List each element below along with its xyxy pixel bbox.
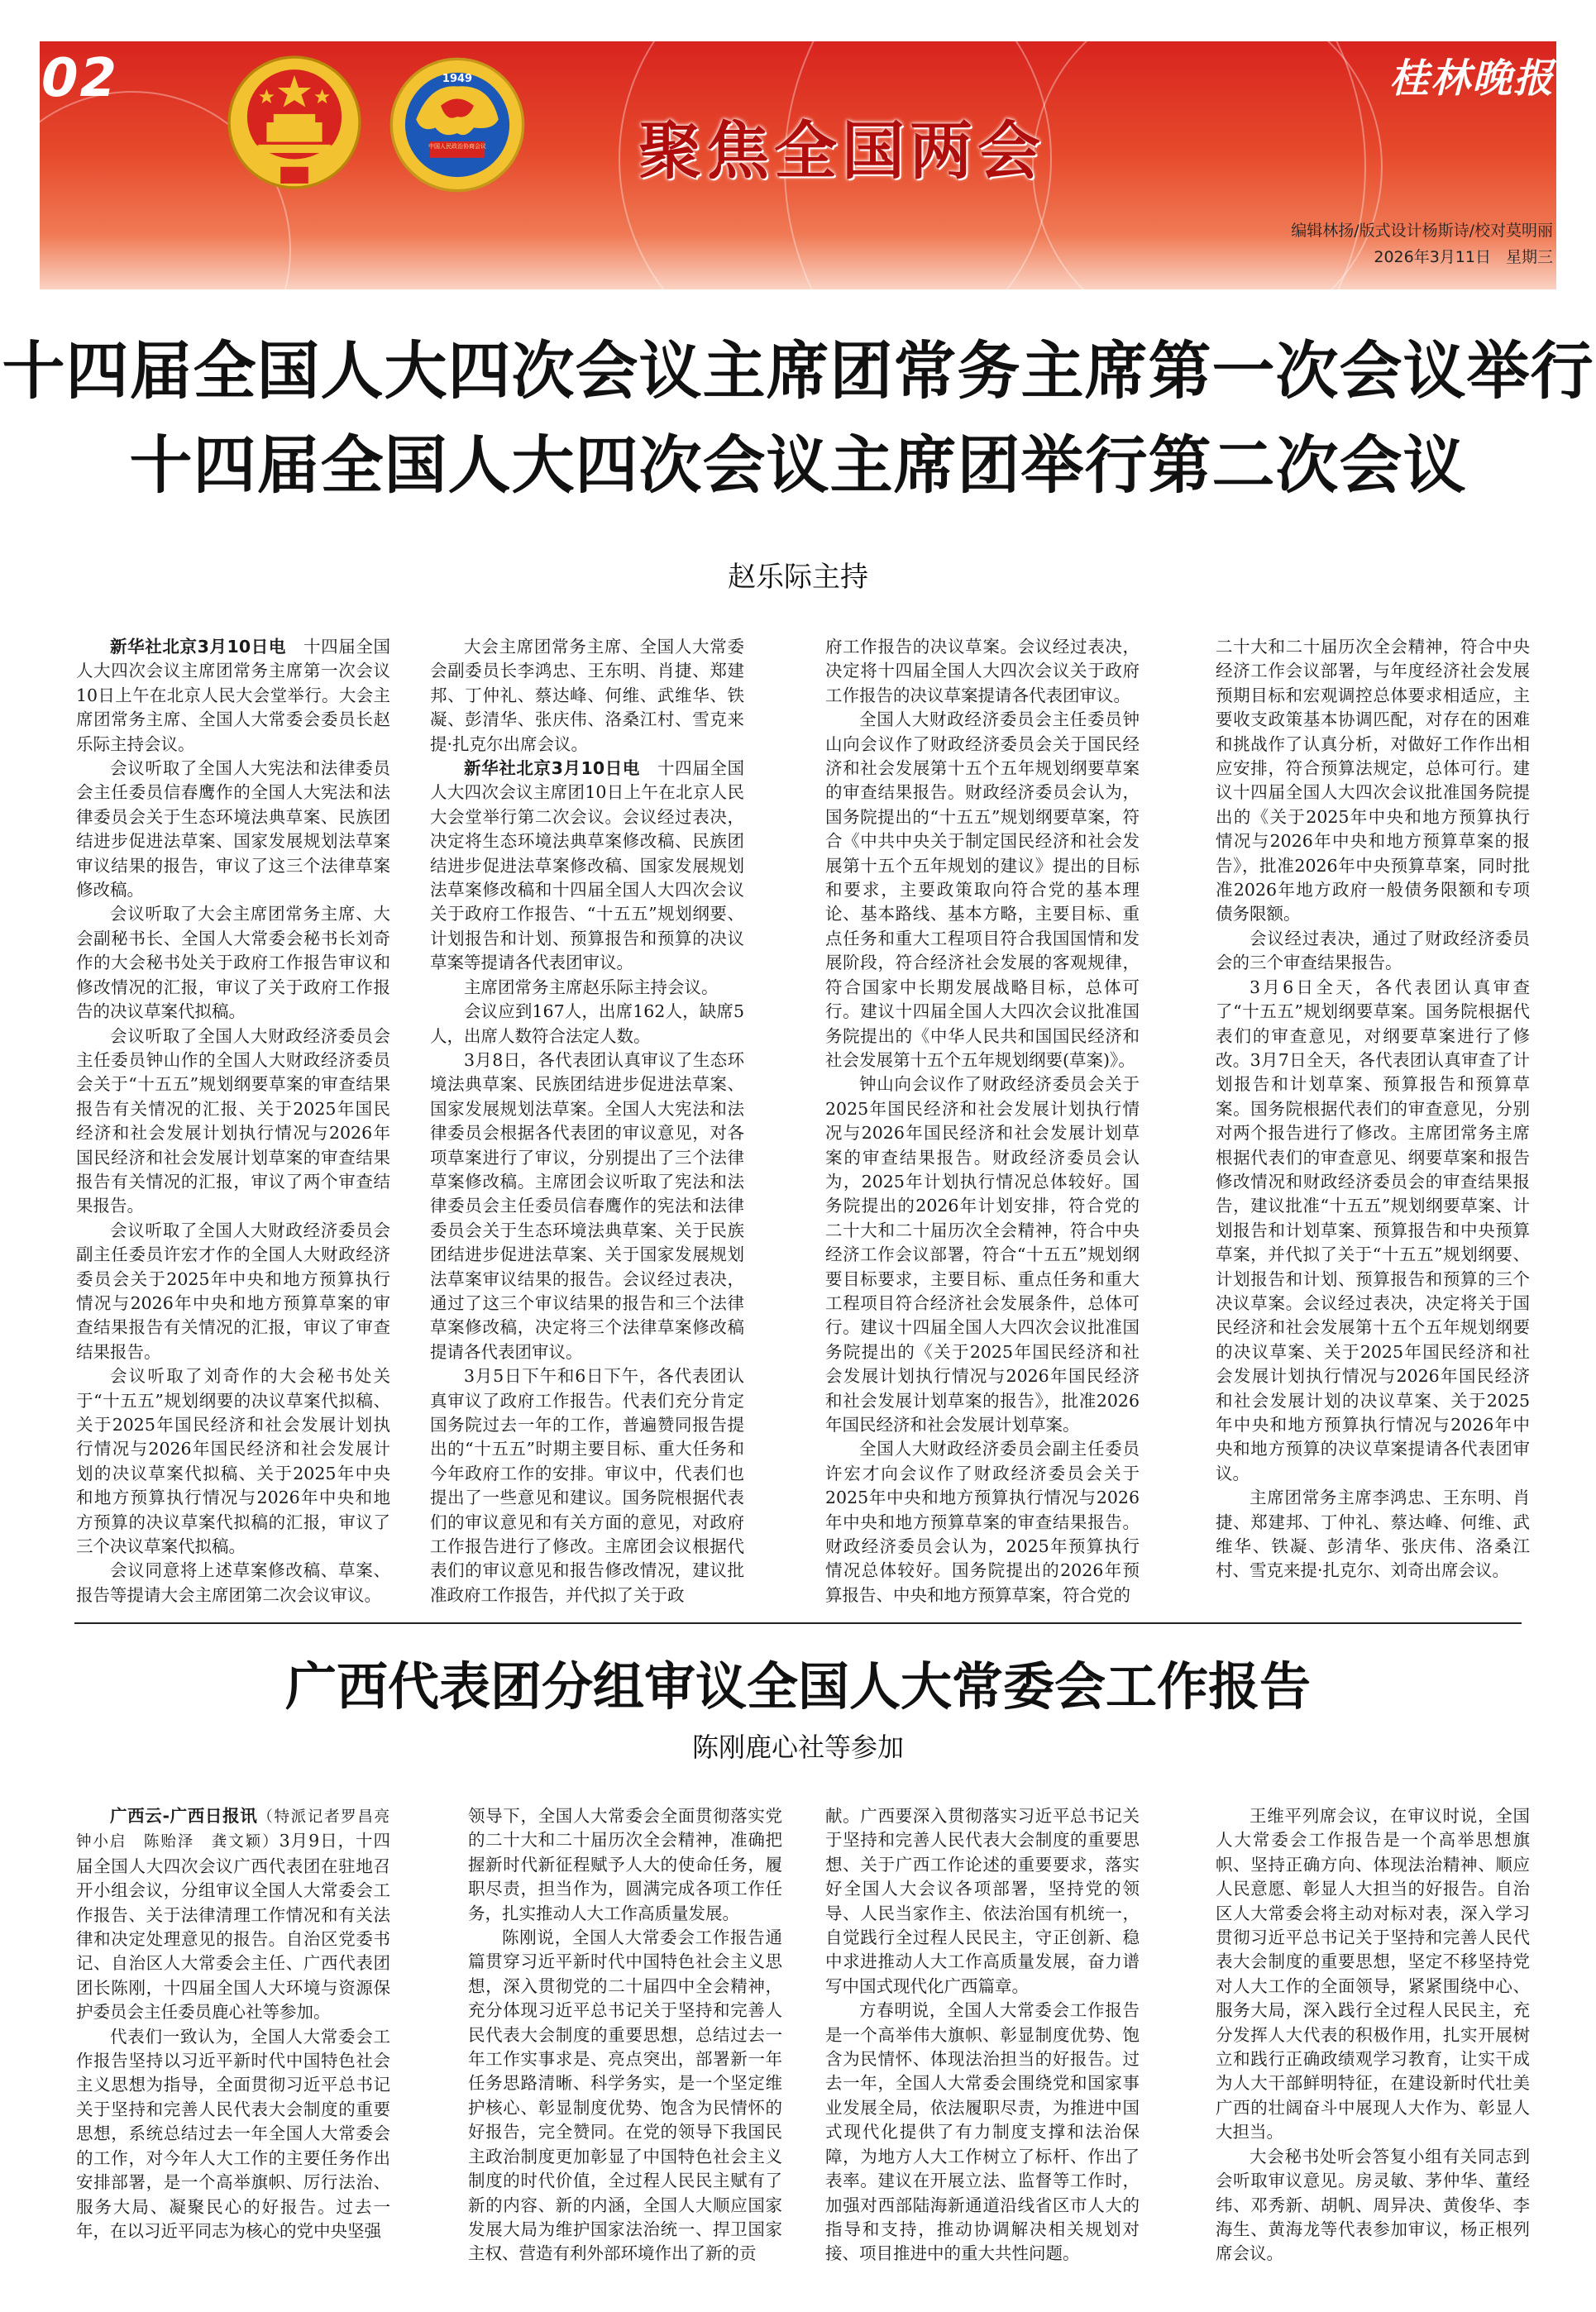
paragraph-text: 会议经过表决，通过了财政经济委员会的三个审查结果报告。 — [1216, 928, 1530, 973]
paragraph-text: 全国人大财政经济委员会副主任委员许宏才向会议作了财政经济委员会关于2025年中央和地方预算执行情况与2026年中央和地方预算草案的审查结果报告。财政经济委员会认为，2025年预算执行情况总体较好。国务院提出的2026年预算报告、中央和地方预算草案，符合党的 — [825, 1439, 1140, 1605]
paragraph — [825, 635, 1140, 708]
story2-column-4 — [1216, 1804, 1530, 2267]
paragraph — [430, 976, 744, 1000]
story2-column-3 — [825, 1804, 1140, 2267]
story2-column-2 — [468, 1804, 782, 2267]
paragraph — [76, 1559, 390, 1607]
paragraph — [430, 757, 744, 976]
paragraph — [1216, 635, 1530, 927]
story-divider — [74, 1622, 1522, 1624]
story2-subhead: 陈刚鹿心社等参加 — [691, 1732, 904, 1763]
paragraph-text: 会议同意将上述草案修改稿、草案、报告等提请大会主席团第二次会议审议。 — [76, 1560, 390, 1605]
paragraph-text: 3月5日下午和6日下午，各代表团认真审议了政府工作报告。代表们充分肯定国务院过去一年的工作，普遍赞同报告提出的“十五五”时期主要目标、重大任务和今年政府工作的安排。审议中，代表们也提出了一些意见和建议。国务院根据代表们的审议意见和有关方面的意见，对政府工作报告进行了修改。主席团会议根据代表们的审议意见和报告修改情况，建议批准政府工作报告，并代拟了关于政 — [430, 1366, 744, 1605]
dateline-lead: 新华社北京3月10日电 — [110, 637, 286, 657]
paragraph — [1216, 1486, 1530, 1584]
issue-weekday: 星期三 — [1505, 248, 1553, 266]
paragraph — [430, 1049, 744, 1364]
paragraph-text: 钟山向会议作了财政经济委员会关于2025年国民经济和社会发展计划执行情况与2026年国民经济和社会发展计划草案的审查结果报告。财政经济委员会认为，2025年计划执行情况总体较好。国务院提出的2026年计划安排，符合党的二十大和二十届历次全会精神，符合中央经济工作会议部署，符合“十五五”规划纲要目标要求，主要目标、重点任务和重大工程项目符合经济社会发展条件，总体可行。建议十四届全国人大四次会议批准国务院提出的《关于2025年国民经济和社会发展计划执行情况与2026年国民经济和社会发展计划草案的报告》，批准2026年国民经济和社会发展计划草案。 — [825, 1074, 1140, 1435]
paragraph — [1216, 1804, 1530, 2145]
paragraph-text: 会议应到167人，出席162人，缺席5人，出席人数符合法定人数。 — [430, 1001, 744, 1046]
national-emblem-icon — [225, 53, 364, 192]
story1-headline-2: 十四届全国人大四次会议主席团举行第二次会议 — [129, 428, 1467, 502]
dateline-lead: 广西云-广西日报讯 — [110, 1806, 258, 1826]
paragraph — [76, 1804, 407, 2025]
paragraph — [76, 2025, 390, 2244]
paragraph-text: 二十大和二十届历次全会精神，符合中央经济工作会议部署，与年度经济社会发展预期目标和宏观调控总体要求相适应，主要收支政策基本协调匹配，对存在的困难和挑战作了认真分析，对做好工作作出相应安排，符合预算法规定，总体可行。建议十四届全国人大四次会议批准国务院提出的《关于2025年中央和地方预算执行情况与2026年中央和地方预算草案的报告》，批准2026年中央预算草案，同时批准2026年地方政府一般债务限额和专项债务限额。 — [1216, 637, 1530, 924]
paragraph-text: 会议听取了大会主席团常务主席、大会副秘书长、全国人大常委会秘书长刘奇作的大会秘书处关于政府工作报告审议和修改情况的汇报，审议了关于政府工作报告的决议草案代拟稿。 — [76, 904, 390, 1022]
paragraph — [76, 1025, 390, 1219]
dateline-lead: 新华社北京3月10日电 — [464, 758, 640, 779]
paragraph-text: 会议听取了全国人大财政经济委员会主任委员钟山作的全国人大财政经济委员会关于“十五五”规划纲要草案的审查结果报告有关情况的汇报、关于2025年国民经济和社会发展计划执行情况与2026年国民经济和社会发展计划草案的审查结果报告有关情况的汇报，审议了两个审查结果报告。 — [76, 1025, 390, 1216]
paragraph-text: 领导下，全国人大常委会全面贯彻落实党的二十大和二十届历次全会精神，准确把握新时代新征程赋予人大的使命任务，履职尽责，担当作为，圆满完成各项工作任务，扎实推动人大工作高质量发展。 — [468, 1806, 782, 1923]
editor-credits: 编辑林扬/版式设计杨斯诗/校对莫明丽 — [1291, 222, 1553, 240]
paragraph — [1216, 2145, 1530, 2267]
page-number: 02 — [41, 48, 119, 109]
paragraph — [1216, 976, 1530, 1487]
story1-column-1 — [76, 635, 390, 1607]
paragraph-text: 王维平列席会议，在审议时说，全国人大常委会工作报告是一个高举思想旗帜、坚持正确方向、体现法治精神、顺应人民意愿、彰显人大担当的好报告。自治区人大常委会将主动对标对表，深入学习贯彻习近平总书记关于坚持和完善人民代表大会制度的重要思想，坚定不移坚持党对人大工作的全面领导，紧紧围绕中心、服务大局，深入践行全过程人民民主，充分发挥人大代表的积极作用，扎实开展树立和践行正确政绩观学习教育，让实干成为人大干部鲜明特征，在建设新时代壮美广西的壮阔奋斗中展现人大作为、彰显人大担当。 — [1216, 1806, 1530, 2142]
paragraph — [76, 902, 390, 1024]
paragraph-text: 献。广西要深入贯彻落实习近平总书记关于坚持和完善人民代表大会制度的重要思想、关于广西工作论述的重要要求，落实好全国人大会议各项部署，坚持党的领导、人民当家作主、依法治国有机统一，自觉践行全过程人民民主，守正创新、稳中求进推动人大工作高质量发展，奋力谱写中国式现代化广西篇章。 — [825, 1806, 1140, 1996]
paragraph — [825, 1072, 1140, 1437]
paragraph — [825, 1804, 1140, 1999]
paragraph — [76, 1219, 390, 1364]
paragraph — [430, 1364, 744, 1607]
story1-column-4 — [1216, 635, 1530, 1584]
paragraph — [430, 1000, 744, 1049]
paragraph — [468, 1804, 782, 1926]
paragraph — [430, 635, 744, 757]
paragraph — [825, 1999, 1140, 2266]
story1-column-3 — [825, 635, 1140, 1607]
issue-date — [1359, 245, 1553, 267]
paragraph-text: 十四届全国人大四次会议主席团常务主席第一次会议10日上午在北京人民大会堂举行。大会主席团常务主席、全国人大常委会委员长赵乐际主持会议。 — [76, 637, 391, 754]
story1-subhead: 赵乐际主持 — [728, 561, 868, 594]
reporter-credit: （特派记者罗昌亮 钟小启 陈贻泽 龚文颖） — [76, 1808, 407, 1851]
paragraph-text: 会议听取了刘奇作的大会秘书处关于“十五五”规划纲要的决议草案代拟稿、关于2025年国民经济和社会发展计划执行情况与2026年国民经济和社会发展计划的决议草案代拟稿、关于2025年中央和地方预算执行情况与2026年中央和地方预算的决议草案代拟稿的汇报，审议了三个决议草案代拟稿。 — [76, 1366, 390, 1557]
paragraph-text: 府工作报告的决议草案。会议经过表决，决定将十四届全国人大四次会议关于政府工作报告的决议草案提请各代表团审议。 — [825, 637, 1140, 705]
paragraph — [825, 708, 1140, 1072]
paragraph-text: 会议听取了全国人大财政经济委员会副主任委员许宏才作的全国人大财政经济委员会关于2025年中央和地方预算执行情况与2026年中央和地方预算草案的审查结果报告有关情况的汇报，审议了审查结果报告。 — [76, 1220, 390, 1362]
paragraph-text: 3月9日，十四届全国人大四次会议广西代表团在驻地召开小组会议，分组审议全国人大常委会工作报告、关于法律清理工作情况和有关法律和决定处理意见的报告。自治区党委书记、自治区人大常委会主任、广西代表团团长陈刚，十四届全国人大环境与资源保护委员会主任委员鹿心社等参加。 — [76, 1831, 390, 2023]
story1-column-2 — [430, 635, 744, 1607]
paragraph — [76, 635, 390, 757]
paragraph-text: 主席团常务主席李鸿忠、王东明、肖捷、郑建邦、丁仲礼、蔡达峰、何维、武维华、铁凝、彭清华、张庆伟、洛桑江村、雪克来提·扎克尔、刘奇出席会议。 — [1216, 1488, 1530, 1581]
paragraph — [468, 1926, 782, 2267]
cppcc-emblem-icon — [389, 56, 526, 193]
paragraph-text: 全国人大财政经济委员会主任委员钟山向会议作了财政经济委员会关于国民经济和社会发展第十五个五年规划纲要草案的审查结果报告。财政经济委员会认为，国务院提出的“十五五”规划纲要草案，符合《中共中央关于制定国民经济和社会发展第十五个五年规划的建议》提出的目标和要求，主要政策取向符合党的基本理论、基本路线、基本方略，主要目标、重点任务和重大工程项目符合我国国情和发展阶段，符合经济社会发展的客观规律，符合国家中长期发展战略目标，总体可行。建议十四届全国人大四次会议批准国务院提出的《中华人民共和国国民经济和社会发展第十五个五年规划纲要(草案)》。 — [825, 709, 1140, 1070]
paragraph-text: 主席团常务主席赵乐际主持会议。 — [464, 977, 719, 997]
paragraph-text: 会议听取了全国人大宪法和法律委员会主任委员信春鹰作的全国人大宪法和法律委员会关于生态环境法典草案、民族团结进步促进法草案、国家发展规划法草案审议结果的报告，审议了这三个法律草案修改稿。 — [76, 758, 390, 900]
cppcc-badge-year: 1949 — [442, 73, 473, 85]
cppcc-badge-text: 中国人民政治协商会议 — [428, 143, 486, 150]
story1-headline-1: 十四届全国人大四次会议主席团常务主席第一次会议举行 — [2, 334, 1594, 408]
paragraph-text: 大会主席团常务主席、全国人大常委会副委员长李鸿忠、王东明、肖捷、郑建邦、丁仲礼、蔡达峰、何维、武维华、铁凝、彭清华、张庆伟、洛桑江村、雪克来提·扎克尔出席会议。 — [430, 637, 744, 754]
paragraph-text: 3月6日全天，各代表团认真审查了“十五五”规划纲要草案。国务院根据代表们的审查意见，对纲要草案进行了修改。3月7日全天，各代表团认真审查了计划报告和计划草案、预算报告和预算草案。国务院根据代表们的审查意见，分别对两个报告进行了修改。主席团常务主席根据代表们的审查意见、纲要草案和报告修改情况和财政经济委员会的审查结果报告，建议批准“十五五”规划纲要草案、计划报告和计划草案、预算报告和中央预算草案，并代拟了关于“十五五”规划纲要、计划报告和计划、预算报告和预算的三个决议草案。会议经过表决，决定将关于国民经济和社会发展第十五个五年规划纲要的决议草案、关于2025年国民经济和社会发展计划执行情况与2026年国民经济和社会发展计划的决议草案、关于2025年中央和地方预算执行情况与2026年中央和地方预算的决议草案提请各代表团审议。 — [1216, 977, 1530, 1483]
paragraph-text: 代表们一致认为，全国人大常委会工作报告坚持以习近平新时代中国特色社会主义思想为指导，全面贯彻习近平总书记关于坚持和完善人民代表大会制度的重要思想，系统总结过去一年全国人大常委会的工作，对今年人大工作的主要任务作出安排部署，是一个高举旗帜、厉行法治、服务大局、凝聚民心的好报告。过去一年，在以习近平同志为核心的党中央坚强 — [76, 2026, 390, 2241]
paragraph — [825, 1437, 1140, 1607]
story2-headline: 广西代表团分组审议全国人大常委会工作报告 — [284, 1656, 1311, 1717]
paragraph — [1216, 927, 1530, 976]
paragraph-text: 大会秘书处听会答复小组有关同志到会听取审议意见。房灵敏、茅仲华、董经纬、邓秀新、胡帆、周异决、黄俊华、李海生、黄海龙等代表参加审议，杨正根列席会议。 — [1216, 2146, 1530, 2264]
masthead-logo: 桂林晚报 — [1388, 55, 1555, 102]
paragraph-text: 方春明说，全国人大常委会工作报告是一个高举伟大旗帜、彰显制度优势、饱含为民情怀、体现法治担当的好报告。过去一年，全国人大常委会围绕党和国家事业发展全局，依法履职尽责，为推进中国式现代化提供了有力制度支撑和法治保障，为地方人大工作树立了标杆、作出了表率。建议在开展立法、监督等工作时，加强对西部陆海新通道沿线省区市人大的指导和支持，推动协调解决相关规划对接、项目推进中的重大共性问题。 — [825, 2000, 1140, 2264]
paragraph — [76, 757, 390, 902]
paragraph — [76, 1364, 390, 1559]
issue-date-text: 2026年3月11日 — [1374, 248, 1491, 266]
paragraph-text: 3月8日，各代表团认真审议了生态环境法典草案、民族团结进步促进法草案、国家发展规划法草案。全国人大宪法和法律委员会根据各代表团的审议意见，对各项草案进行了审议，分别提出了三个法律草案修改稿。主席团会议听取了宪法和法律委员会主任委员信春鹰作的宪法和法律委员会关于生态环境法典草案、关于民族团结进步促进法草案、关于国家发展规划法草案审议结果的报告。会议经过表决，通过了这三个审议结果的报告和三个法律草案修改稿，决定将三个法律草案修改稿提请各代表团审议。 — [430, 1049, 744, 1362]
paragraph-text: 十四届全国人大四次会议主席团10日上午在北京人民大会堂举行第二次会议。会议经过表决，决定将生态环境法典草案修改稿、民族团结进步促进法草案修改稿、国家发展规划法草案修改稿和十四届全国人大四次会议关于政府工作报告、“十五五”规划纲要、计划报告和计划、预算报告和预算的决议草案等提请各代表团审议。 — [430, 758, 745, 973]
paragraph-text: 陈刚说，全国人大常委会工作报告通篇贯穿习近平新时代中国特色社会主义思想，深入贯彻党的二十届四中全会精神，充分体现习近平总书记关于坚持和完善人民代表大会制度的重要思想，总结过去一年工作实事求是、亮点突出，部署新一年任务思路清晰、科学务实，是一个坚定维护核心、彰显制度优势、饱含为民情怀的好报告，完全赞同。在党的领导下我国民主政治制度更加彰显了中国特色社会主义制度的时代价值，全过程人民民主赋有了新的内容、新的内涵，全国人大顺应国家发展大局为维护国家法治统一、捍卫国家主权、营造有利外部环境作出了新的贡 — [468, 1927, 782, 2264]
story2-column-1 — [76, 1804, 407, 2243]
section-title: 聚焦全国两会 — [638, 114, 1045, 188]
